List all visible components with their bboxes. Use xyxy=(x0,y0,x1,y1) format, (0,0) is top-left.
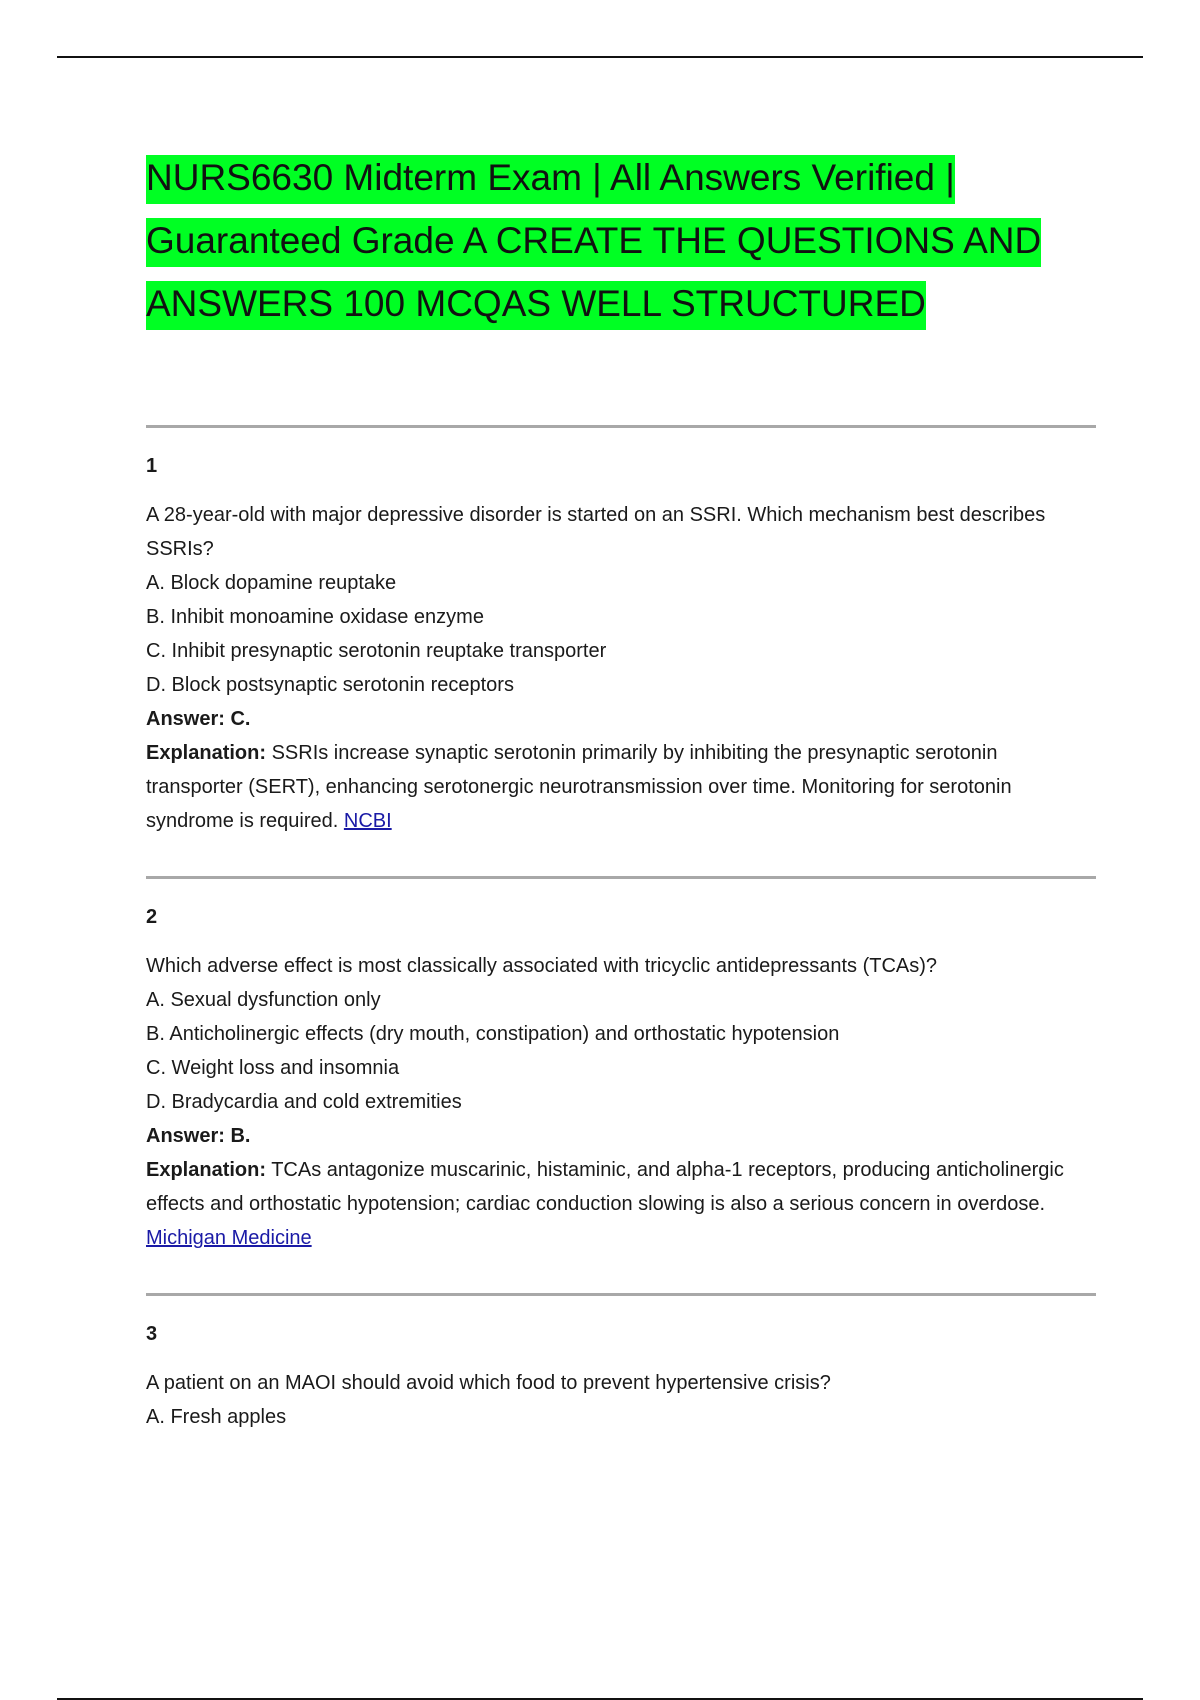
option-a: A. Fresh apples xyxy=(146,1406,287,1428)
document-body xyxy=(146,146,1096,1472)
option-a: A. Sexual dysfunction only xyxy=(146,989,381,1011)
source-link-michigan-medicine[interactable]: Michigan Medicine xyxy=(146,1227,312,1249)
answer-label: Answer: B. xyxy=(146,1125,251,1147)
explanation-label: Explanation: xyxy=(146,1159,267,1181)
page-top-rule xyxy=(57,56,1143,58)
option-d: D. Block postsynaptic serotonin receptors xyxy=(146,674,514,696)
question-1 xyxy=(146,428,1096,876)
answer-line xyxy=(146,1119,1096,1153)
document-title-highlight: NURS6630 Midterm Exam | All Answers Verified | Guaranteed Grade A CREATE THE QUESTIONS AND ANSWERS 100 MCQAS WELL STRUCTURED xyxy=(146,155,1041,330)
document-title xyxy=(146,146,1096,335)
source-link-ncbi[interactable]: NCBI xyxy=(343,810,392,832)
explanation-text: TCAs antagonize muscarinic, histaminic, and alpha-1 receptors, producing anticholinergic effects and orthostatic hypotension; cardiac conduction slowing is also a serious concern in overdose. xyxy=(146,1159,1064,1215)
option-b: B. Inhibit monoamine oxidase enzyme xyxy=(146,606,484,628)
explanation-text: SSRIs increase synaptic serotonin primarily by inhibiting the presynaptic serotonin transporter (SERT), enhancing serotonergic neurotransmission over time. Monitoring for serotonin syndrome is required. xyxy=(146,742,1012,832)
option-b: B. Anticholinergic effects (dry mouth, constipation) and orthostatic hypotension xyxy=(146,1023,840,1045)
option-d: D. Bradycardia and cold extremities xyxy=(146,1091,462,1113)
question-2 xyxy=(146,879,1096,1293)
explanation-label: Explanation: xyxy=(146,742,267,764)
question-stem: Which adverse effect is most classically associated with tricyclic antidepressants (TCAs)? xyxy=(146,955,938,977)
question-stem: A 28-year-old with major depressive disorder is started on an SSRI. Which mechanism best describes SSRIs? xyxy=(146,504,1046,560)
option-c: C. Weight loss and insomnia xyxy=(146,1057,400,1079)
option-a: A. Block dopamine reuptake xyxy=(146,572,397,594)
question-stem: A patient on an MAOI should avoid which food to prevent hypertensive crisis? xyxy=(146,1372,831,1394)
explanation-line xyxy=(146,1153,1096,1255)
question-3 xyxy=(146,1296,1096,1472)
answer-label: Answer: C. xyxy=(146,708,251,730)
question-number: 3 xyxy=(146,1323,158,1345)
option-c: C. Inhibit presynaptic serotonin reuptake transporter xyxy=(146,640,607,662)
answer-line xyxy=(146,702,1096,736)
question-number: 1 xyxy=(146,455,158,477)
explanation-line xyxy=(146,736,1096,838)
question-number: 2 xyxy=(146,906,158,928)
